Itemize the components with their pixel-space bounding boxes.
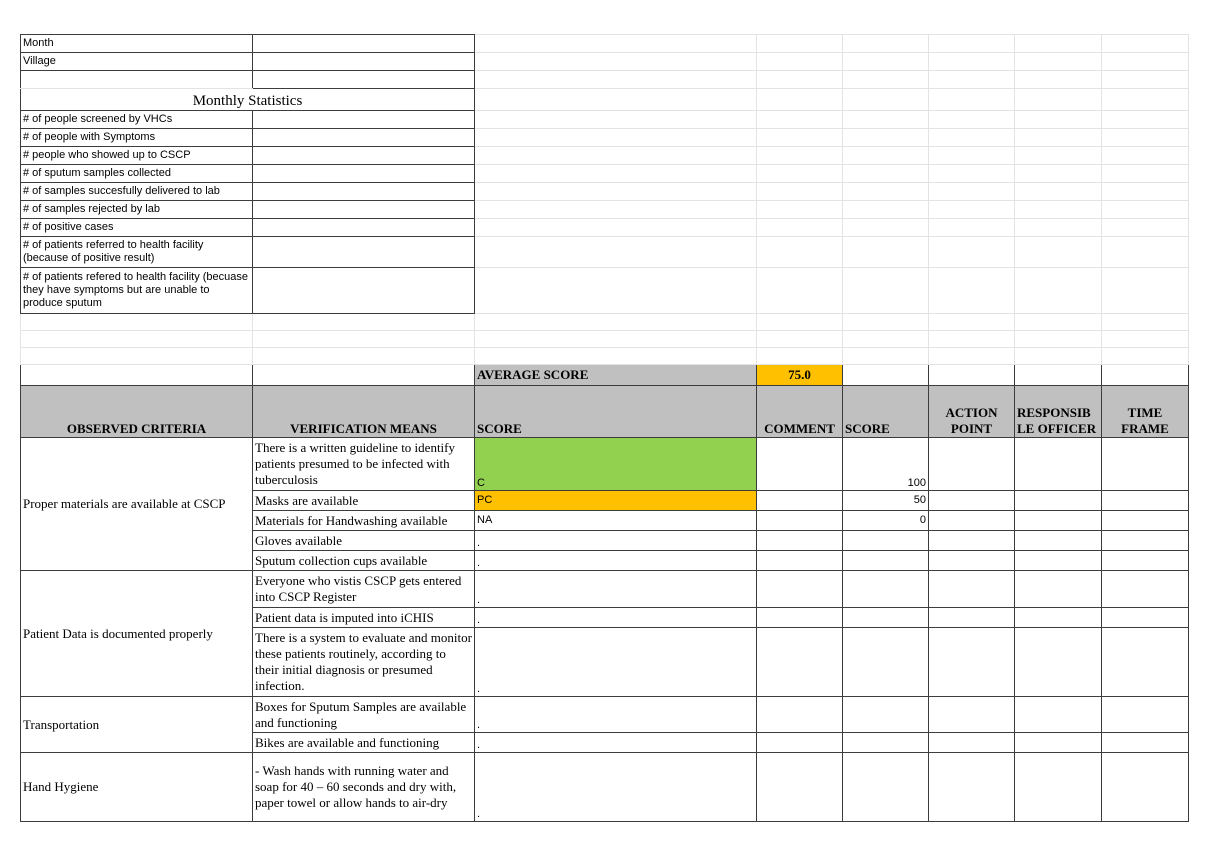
verification-cell: Masks are available (253, 491, 475, 511)
score-value-cell: 100 (843, 438, 929, 491)
score-cell[interactable]: . (475, 571, 757, 608)
spreadsheet (20, 34, 1188, 822)
month-row (21, 35, 1189, 53)
month-value-cell[interactable] (253, 35, 475, 53)
stat-label: # of positive cases (21, 219, 253, 237)
criteria-cell: Transportation (21, 697, 253, 753)
score-value-cell: 0 (843, 511, 929, 531)
assessment-table (20, 34, 1189, 822)
stat-label: # of people screened by VHCs (21, 111, 253, 129)
score-cell[interactable]: . (475, 733, 757, 753)
comment-cell[interactable] (757, 753, 843, 822)
verification-cell: Bikes are available and functioning (253, 733, 475, 753)
stat-label: # of patients referred to health facility (because of positive result) (21, 237, 253, 268)
score-value-cell (843, 733, 929, 753)
comment-cell[interactable] (757, 571, 843, 608)
header-score-2: SCORE (843, 386, 929, 438)
comment-cell[interactable] (757, 491, 843, 511)
table-row (21, 697, 1189, 733)
comment-cell[interactable] (757, 531, 843, 551)
verification-cell: Gloves available (253, 531, 475, 551)
verification-cell: - Wash hands with running water and soap for 40 – 60 seconds and dry with, paper towel or allow hands to air-dry (253, 753, 475, 822)
header-verification-means: VERIFICATION MEANS (253, 386, 475, 438)
score-cell[interactable]: . (475, 531, 757, 551)
stat-row (21, 183, 1189, 201)
stat-row (21, 201, 1189, 219)
score-cell[interactable]: C (475, 438, 757, 491)
score-value-cell (843, 608, 929, 628)
criteria-cell: Patient Data is documented properly (21, 571, 253, 697)
average-score-value: 75.0 (757, 365, 843, 386)
stat-label: # people who showed up to CSCP (21, 147, 253, 165)
verification-cell: Materials for Handwashing available (253, 511, 475, 531)
score-value-cell (843, 753, 929, 822)
verification-cell: Boxes for Sputum Samples are available and functioning (253, 697, 475, 733)
monthly-statistics-title: Monthly Statistics (21, 89, 475, 111)
comment-cell[interactable] (757, 608, 843, 628)
stat-label: # of patients refered to health facility (becuase they have symptoms but are unable to produce sputum (21, 268, 253, 314)
stat-label: # of sputum samples collected (21, 165, 253, 183)
verification-cell: Everyone who vistis CSCP gets entered into CSCP Register (253, 571, 475, 608)
score-value-cell (843, 697, 929, 733)
blank-row (21, 331, 1189, 348)
stat-row (21, 219, 1189, 237)
village-row (21, 53, 1189, 71)
stat-row (21, 111, 1189, 129)
stat-row (21, 147, 1189, 165)
village-label: Village (21, 53, 253, 71)
average-score-row (21, 365, 1189, 386)
criteria-cell: Proper materials are available at CSCP (21, 438, 253, 571)
stat-value-cell[interactable] (253, 165, 475, 183)
header-action-point: ACTION POINT (929, 386, 1015, 438)
stat-label: # of samples rejected by lab (21, 201, 253, 219)
score-cell[interactable]: . (475, 753, 757, 822)
average-score-label: AVERAGE SCORE (475, 365, 757, 386)
stat-value-cell[interactable] (253, 201, 475, 219)
score-cell[interactable]: NA (475, 511, 757, 531)
header-responsible-officer: RESPONSIBLE OFFICER (1015, 386, 1102, 438)
table-row (21, 753, 1189, 822)
score-cell[interactable]: . (475, 628, 757, 697)
score-value-cell (843, 628, 929, 697)
stat-value-cell[interactable] (253, 147, 475, 165)
comment-cell[interactable] (757, 628, 843, 697)
stat-row (21, 165, 1189, 183)
stat-row (21, 237, 1189, 268)
comment-cell[interactable] (757, 511, 843, 531)
blank-row (21, 314, 1189, 331)
village-value-cell[interactable] (253, 53, 475, 71)
stat-label: # of people with Symptoms (21, 129, 253, 147)
score-value-cell (843, 571, 929, 608)
comment-cell[interactable] (757, 697, 843, 733)
table-row (21, 571, 1189, 608)
score-value-cell (843, 551, 929, 571)
stat-value-cell[interactable] (253, 237, 475, 268)
stat-value-cell[interactable] (253, 183, 475, 201)
score-value-cell: 50 (843, 491, 929, 511)
stat-row (21, 129, 1189, 147)
header-observed-criteria: OBSERVED CRITERIA (21, 386, 253, 438)
header-comment: COMMENT (757, 386, 843, 438)
header-score: SCORE (475, 386, 757, 438)
stat-value-cell[interactable] (253, 219, 475, 237)
score-value-cell (843, 531, 929, 551)
stat-value-cell[interactable] (253, 268, 475, 314)
table-row (21, 438, 1189, 491)
header-row (21, 386, 1189, 438)
blank-row (21, 348, 1189, 365)
spacer-row (21, 71, 1189, 89)
stat-value-cell[interactable] (253, 111, 475, 129)
score-cell[interactable]: PC (475, 491, 757, 511)
comment-cell[interactable] (757, 438, 843, 491)
comment-cell[interactable] (757, 733, 843, 753)
month-label: Month (21, 35, 253, 53)
stat-row (21, 268, 1189, 314)
stat-value-cell[interactable] (253, 129, 475, 147)
verification-cell: Patient data is imputed into iCHIS (253, 608, 475, 628)
criteria-cell: Hand Hygiene (21, 753, 253, 822)
score-cell[interactable]: . (475, 608, 757, 628)
verification-cell: Sputum collection cups available (253, 551, 475, 571)
stat-label: # of samples succesfully delivered to lab (21, 183, 253, 201)
score-cell[interactable]: . (475, 697, 757, 733)
score-cell[interactable]: . (475, 551, 757, 571)
verification-cell: There is a written guideline to identify patients presumed to be infected with tuberculosis (253, 438, 475, 491)
monthly-statistics-row (21, 89, 1189, 111)
header-time-frame: TIME FRAME (1102, 386, 1189, 438)
verification-cell: There is a system to evaluate and monitor these patients routinely, according to their initial diagnosis or presumed infection. (253, 628, 475, 697)
comment-cell[interactable] (757, 551, 843, 571)
